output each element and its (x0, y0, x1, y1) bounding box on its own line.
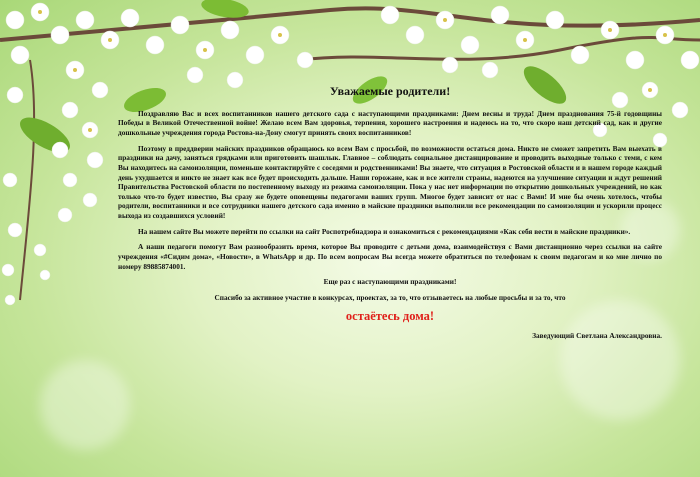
letter-body (118, 84, 662, 341)
greeting-again: Еще раз с наступающими праздниками! (323, 277, 457, 287)
thanks-line: Спасибо за активное участие в конкурсах, проектах, за то, что отзываетесь на любые просьбы и за то, что (214, 292, 566, 302)
paragraph-teachers-help: А наши педагоги помогут Вам разнообразить время, которое Вы проводите с детьми дома, взаимодействуя с Вами дистанционно через ссылки на сайте учреждения «#Сидим дома», «Новости», в WhatsApp и др. По всем вопросам Вы всегда можете обратиться по телефонам к своим педагогам и ко мне лично по номеру 89885874001. (118, 242, 662, 271)
paragraph-website-link: На нашем сайте Вы можете перейти по ссылки на сайт Роспотребнадзора и ознакомиться с рекомендациями «Как себя вести в майские праздники». (138, 226, 631, 236)
letter-title: Уважаемые родители! (329, 84, 451, 98)
paragraph-stay-home-request: Поэтому в преддверии майских праздников обращаюсь ко всем Вам с просьбой, по возможности остаться дома. Никто не сможет запретить Вам выехать в праздники на дачу, заняться грядками или приготовить шашлык. Главное – соблюдать социальное дистанцирование и проводить выходные только с теми, с кем Вы находитесь на самоизоляции, поменьше контактируйте с соседями и родственниками! Вы знаете, что ситуация в Ростовской области и в нашем городе каждый день ухудшается и никто не знает как все будет происходить дальше. Наши горожане, как и все жители страны, надеются на улучшение ситуации и ждут решений Правительства Ростовской области по постепенному выходу из режима самоизоляции. Пока у нас нет информации по открытию дошкольных учреждений, но как только что-то будет известно, Вы сразу же будете оповещены педагогами ваших групп. Многое будет зависит от нас с Вами! И мне бы очень хотелось, чтобы родители, воспитанники и все сотрудники нашего детского сада именно в майские праздники выполнили все рекомендации по самоизоляции и ускорили процесс выхода из создавшихся условий! (118, 143, 662, 221)
stay-home-slogan: остаётесь дома! (345, 309, 435, 324)
signature: Заведующий Светлана Александровна. (532, 330, 662, 340)
paragraph-congratulations: Поздравляю Вас и всех воспитанников нашего детского сада с наступающими праздниками: Днем весны и труда! Днем празднования 75-й годовщины Победы в Великой Отечественной войне! Желаю всем Вам здоровья, терпения, хорошего настроения и надеюсь на то, что скоро наш детский сад, как и другие дошкольные учреждения города Ростова-на-Дону смогут принять своих воспитанников! (118, 108, 662, 138)
